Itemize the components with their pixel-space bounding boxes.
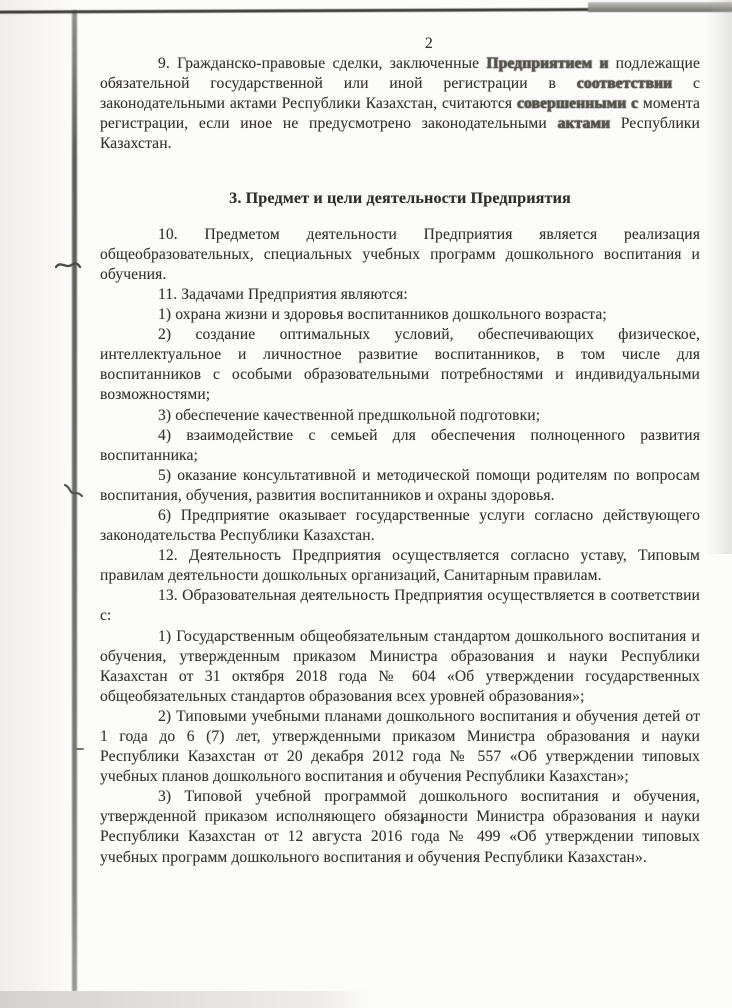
paragraph-12: 12. Деятельность Предприятия осуществляется согласно уставу, Типовым правилам деятельности дошкольных организаций, Санитарным правилам.: [100, 547, 700, 585]
section-heading: 3. Предмет и цели деятельности Предприятия: [229, 188, 571, 207]
paragraph-9-text: с законодательными актами Республики Казахстан, считаются: [100, 75, 700, 113]
page-number: 2: [425, 35, 433, 52]
paragraph-9-text: подлежащие обязательной государственной или иной регистрации в: [100, 55, 700, 93]
bottom-scan-band: [0, 991, 374, 1008]
paragraph-9-text: 9. Гражданско-правовые сделки, заключенные: [158, 55, 487, 73]
task-list-item: 3) обеспечение качественной предшкольной подготовки;: [158, 406, 541, 424]
paragraph-9-smudged-text: Предприятием и: [486, 55, 609, 73]
paragraph-9: [100, 54, 700, 154]
standard-list-item: 1) Государственным общеобязательным стандартом дошкольного воспитания и обучения, утвержденным приказом Министра образования и науки Республики Казахстан от 31 октября 2018 года № 604 «Об утверждении государственных общеобязательных стандартов образования всех уровней образования»;: [100, 627, 700, 705]
paragraph-9-smudged-text: соответствии: [576, 75, 673, 93]
paragraph-11-intro: 11. Задачами Предприятия являются:: [158, 285, 408, 303]
paragraph-9-smudged-text: актами: [557, 115, 611, 133]
task-list-item: 1) охрана жизни и здоровья воспитанников дошкольного возраста;: [158, 306, 607, 324]
paragraph-9-text: Республики Казахстан.: [100, 115, 701, 153]
page-binding-fold-line: [72, 10, 77, 992]
margin-ink-squiggle-mark: [54, 258, 82, 274]
task-list-item: 4) взаимодействие с семьей для обеспечения полноценного развития воспитанника;: [100, 426, 700, 464]
standard-list-item: 3) Типовой учебной программой дошкольного воспитания и обучения, утвержденной приказом исполняющего обязанности Министра образования и науки Республики Казахстан от 12 августа 2016 года № 499 «Об утверждении типовых учебных программ дошкольного воспитания и обучения Республики Казахстан».: [100, 788, 700, 866]
margin-ink-squiggle-mark-2: [62, 482, 84, 498]
task-list-item: 2) создание оптимальных условий, обеспечивающих физическое, интеллектуальное и личностное развитие воспитанников, в том числе для воспитанников с особыми образовательными потребностями и индивидуальными возможностями;: [100, 326, 700, 404]
paragraph-9-smudged-text: совершенными с: [516, 95, 639, 113]
left-scan-band: [0, 0, 75, 1008]
right-edge-shadow: [706, 0, 732, 554]
paragraph-10: 10. Предметом деятельности Предприятия является реализация общеобразовательных, специальных учебных программ дошкольного воспитания и обучения.: [100, 225, 700, 283]
paragraph-9-text: момента регистрации, если иное не предусмотрено законодательными: [100, 95, 700, 133]
task-list-item: 5) оказание консультативной и методической помощи родителям по вопросам воспитания, обучения, развития воспитанников и охраны здоровья.: [100, 466, 700, 504]
paragraph-13-intro: 13. Образовательная деятельность Предприятия осуществляется в соответствии с:: [100, 587, 700, 625]
page-content: [100, 34, 700, 868]
standard-list-item: 2) Типовыми учебными планами дошкольного воспитания и обучения детей от 1 года до 6 (7) лет, утвержденными приказом Министра образования и науки Республики Казахстан от 20 декабря 2012 года № 557 «Об утверждении типовых учебных планов дошкольного воспитания и обучения Республики Казахстан»;: [100, 707, 700, 786]
task-list-item: 6) Предприятие оказывает государственные услуги согласно действующего законодательства Республики Казахстан.: [100, 506, 700, 545]
margin-dash-mark: [74, 748, 84, 750]
